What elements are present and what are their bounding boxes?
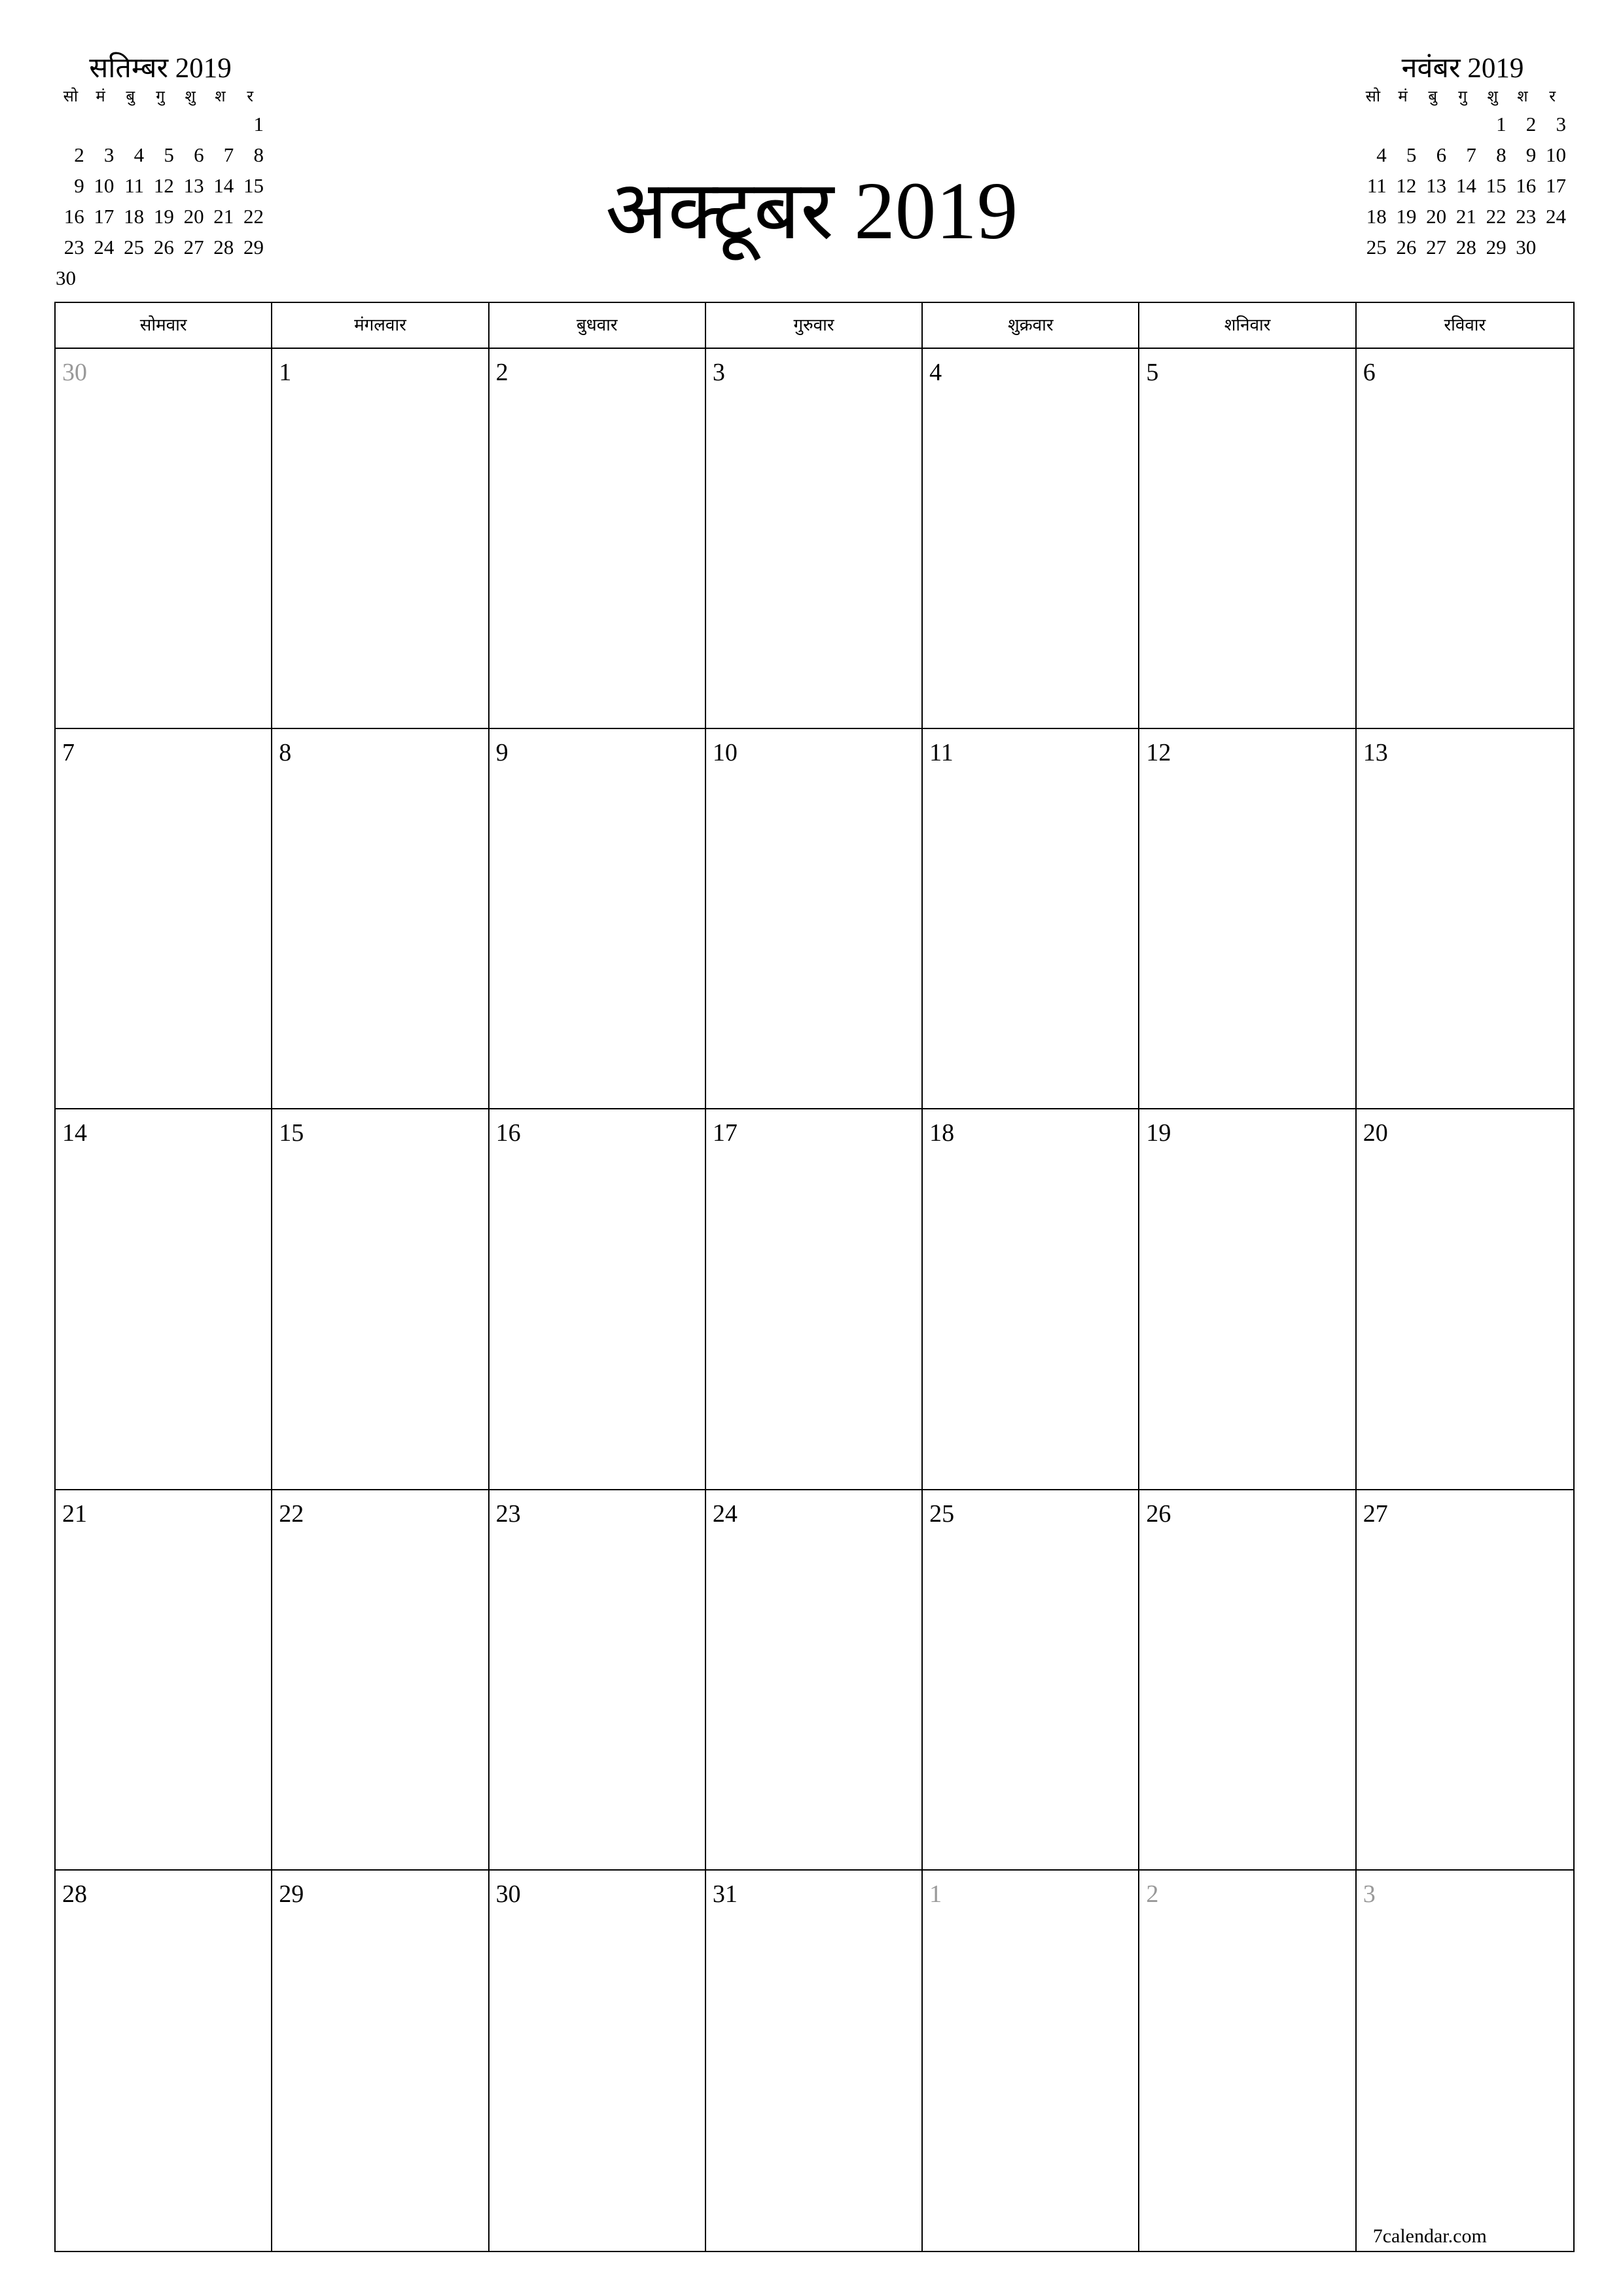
day-number: 22 — [279, 1499, 304, 1528]
day-cell[interactable] — [272, 349, 489, 729]
next-month-day — [1418, 109, 1448, 139]
next-month-day: 7 — [1466, 143, 1476, 166]
next-month-day — [1448, 109, 1478, 139]
day-cell[interactable] — [706, 729, 923, 1109]
next-month-day — [1388, 109, 1418, 139]
next-month-day: 25 — [1366, 236, 1387, 259]
day-number: 11 — [929, 739, 954, 767]
prev-month-day: 7 — [223, 143, 234, 166]
day-cell[interactable] — [56, 729, 272, 1109]
day-cell[interactable] — [1357, 1490, 1573, 1871]
next-month-weekday-header: सो — [1365, 88, 1381, 105]
day-number: 3 — [712, 359, 725, 386]
site-watermark: 7calendar.com — [1372, 2225, 1487, 2247]
day-number: 14 — [62, 1119, 87, 1147]
prev-month-day: 8 — [253, 143, 264, 166]
next-month-day: 21 — [1455, 205, 1476, 228]
day-number-outside-month: 30 — [62, 359, 87, 386]
prev-month-day: 5 — [164, 143, 174, 166]
next-month-weekday-header: श — [1517, 88, 1528, 105]
day-cell[interactable] — [490, 1490, 706, 1871]
day-cell[interactable] — [272, 1109, 489, 1490]
day-number-outside-month: 3 — [1363, 1880, 1376, 1908]
day-cell[interactable] — [1357, 729, 1573, 1109]
day-cell[interactable] — [923, 729, 1139, 1109]
prev-month-weekday-header: र — [247, 88, 254, 105]
day-cell[interactable] — [923, 1871, 1139, 2251]
day-number: 6 — [1363, 359, 1376, 386]
prev-month-day — [175, 262, 205, 293]
next-month-day: 29 — [1486, 236, 1507, 259]
next-month-day: 6 — [1436, 143, 1447, 166]
prev-month-day — [145, 109, 175, 139]
day-cell[interactable] — [56, 349, 272, 729]
day-cell[interactable] — [706, 1109, 923, 1490]
day-cell[interactable] — [490, 1109, 706, 1490]
weekday-header: शनिवार — [1139, 303, 1356, 349]
next-month-day: 14 — [1455, 174, 1476, 197]
prev-month-weekday-header: सो — [63, 88, 79, 105]
prev-month-day: 14 — [213, 174, 234, 197]
next-month-day: 1 — [1496, 113, 1507, 135]
prev-month-day: 21 — [213, 205, 234, 228]
prev-month-day: 13 — [183, 174, 204, 197]
day-number: 1 — [279, 359, 292, 386]
day-number: 30 — [495, 1880, 521, 1908]
day-cell[interactable] — [706, 1871, 923, 2251]
prev-month-day — [145, 262, 175, 293]
month-grid — [54, 302, 1575, 2252]
day-number: 2 — [495, 359, 508, 386]
prev-month-day: 11 — [124, 174, 145, 197]
day-cell[interactable] — [923, 1109, 1139, 1490]
next-month-day: 27 — [1426, 236, 1447, 259]
weekday-header: रविवार — [1357, 303, 1573, 349]
day-number: 19 — [1146, 1119, 1171, 1147]
day-number: 23 — [495, 1499, 521, 1528]
prev-month-weekday-header: मं — [96, 88, 105, 105]
day-number: 8 — [279, 739, 292, 767]
prev-month-day: 18 — [124, 205, 145, 228]
day-cell[interactable] — [490, 1871, 706, 2251]
day-cell[interactable] — [706, 1490, 923, 1871]
prev-month-weekday-header: श — [215, 88, 226, 105]
next-month-weekday-header: बु — [1428, 88, 1438, 105]
day-cell[interactable] — [1139, 1490, 1356, 1871]
day-number: 25 — [929, 1499, 955, 1528]
day-cell[interactable] — [1357, 349, 1573, 729]
weekday-header: शुक्रवार — [923, 303, 1139, 349]
next-month-day: 11 — [1366, 174, 1387, 197]
next-month-day: 16 — [1516, 174, 1537, 197]
prev-month-day: 1 — [253, 113, 264, 135]
next-month-day: 23 — [1516, 205, 1537, 228]
next-month-day: 20 — [1426, 205, 1447, 228]
next-month-day: 22 — [1486, 205, 1507, 228]
prev-month-day: 16 — [63, 205, 84, 228]
weekday-header: गुरुवार — [706, 303, 923, 349]
next-month-day: 19 — [1396, 205, 1417, 228]
prev-month-day: 24 — [94, 236, 115, 259]
prev-month-weekday-header: गु — [156, 88, 165, 105]
prev-month-day: 3 — [103, 143, 115, 166]
day-number: 12 — [1146, 739, 1171, 767]
next-month-day: 28 — [1455, 236, 1476, 259]
day-number: 16 — [495, 1119, 521, 1147]
prev-month-day: 19 — [153, 205, 174, 228]
day-cell[interactable] — [1357, 1871, 1573, 2251]
day-number: 15 — [279, 1119, 304, 1147]
prev-month-day: 25 — [124, 236, 145, 259]
next-month-weekday-header: शु — [1487, 88, 1498, 105]
next-month-grid — [1358, 85, 1567, 262]
prev-month-day: 26 — [153, 236, 174, 259]
day-number: 27 — [1363, 1499, 1388, 1528]
day-cell[interactable] — [1139, 349, 1356, 729]
day-number: 4 — [929, 359, 942, 386]
prev-month-day: 28 — [213, 236, 234, 259]
day-number: 13 — [1363, 739, 1388, 767]
next-month-day: 10 — [1546, 143, 1566, 166]
prev-month-day — [115, 262, 145, 293]
next-month-day: 8 — [1496, 143, 1507, 166]
day-cell[interactable] — [490, 349, 706, 729]
prev-month-day — [175, 109, 205, 139]
prev-month-day: 17 — [94, 205, 115, 228]
prev-month-day: 15 — [243, 174, 264, 197]
prev-month-day — [56, 109, 86, 139]
day-cell[interactable] — [272, 1871, 489, 2251]
prev-month-day — [205, 109, 236, 139]
day-cell[interactable] — [706, 349, 923, 729]
next-month-day: 24 — [1546, 205, 1566, 228]
prev-month-day — [115, 109, 145, 139]
next-month-day: 15 — [1486, 174, 1507, 197]
prev-month-day: 10 — [94, 174, 115, 197]
next-month-day: 4 — [1376, 143, 1387, 166]
day-cell[interactable] — [1139, 1871, 1356, 2251]
prev-month-day: 20 — [183, 205, 204, 228]
day-number: 17 — [712, 1119, 738, 1147]
page-title: अक्टूबर 2019 — [605, 166, 1018, 257]
day-cell[interactable] — [1139, 1109, 1356, 1490]
day-number: 26 — [1146, 1499, 1171, 1528]
prev-month-day: 2 — [74, 143, 84, 166]
prev-month-day: 9 — [74, 174, 84, 197]
prev-month-weekday-header: शु — [185, 88, 196, 105]
prev-month-day — [235, 262, 265, 293]
day-number: 24 — [712, 1499, 738, 1528]
day-number: 21 — [62, 1499, 87, 1528]
prev-month-day: 4 — [134, 143, 145, 166]
day-cell[interactable] — [56, 1490, 272, 1871]
prev-month-day: 27 — [183, 236, 204, 259]
day-cell[interactable] — [1357, 1109, 1573, 1490]
day-number: 7 — [62, 739, 75, 767]
prev-month-day: 6 — [194, 143, 204, 166]
next-month-day: 3 — [1556, 113, 1566, 135]
next-month-day: 30 — [1516, 236, 1537, 259]
next-month-day — [1358, 109, 1388, 139]
day-number: 28 — [62, 1880, 87, 1908]
day-cell[interactable] — [490, 729, 706, 1109]
prev-month-title: सतिम्बर 2019 — [89, 53, 232, 84]
day-cell[interactable] — [56, 1109, 272, 1490]
prev-month-day: 23 — [63, 236, 84, 259]
next-month-day: 5 — [1406, 143, 1417, 166]
day-cell[interactable] — [272, 1490, 489, 1871]
weekday-header: सोमवार — [56, 303, 272, 349]
prev-month-day: 22 — [243, 205, 264, 228]
next-month-weekday-header: गु — [1458, 88, 1467, 105]
next-month-mini-calendar — [1358, 52, 1567, 262]
day-number-outside-month: 2 — [1146, 1880, 1159, 1908]
next-month-day: 12 — [1396, 174, 1417, 197]
day-number: 9 — [495, 739, 508, 767]
prev-month-day — [86, 109, 116, 139]
day-cell[interactable] — [1139, 729, 1356, 1109]
prev-month-day — [205, 262, 236, 293]
prev-month-day: 29 — [243, 236, 264, 259]
weekday-header: बुधवार — [490, 303, 706, 349]
prev-month-weekday-header: बु — [126, 88, 135, 105]
next-month-day: 9 — [1525, 143, 1537, 166]
next-month-day: 17 — [1546, 174, 1566, 197]
next-month-title: नवंबर 2019 — [1401, 53, 1524, 84]
day-number: 5 — [1146, 359, 1159, 386]
prev-month-day: 30 — [56, 266, 76, 289]
next-month-day: 18 — [1366, 205, 1387, 228]
prev-month-day — [86, 262, 116, 293]
next-month-weekday-header: र — [1549, 88, 1556, 105]
day-number: 10 — [712, 739, 738, 767]
next-month-day: 13 — [1426, 174, 1447, 197]
day-number: 31 — [712, 1880, 738, 1908]
day-cell[interactable] — [56, 1871, 272, 2251]
weekday-header: मंगलवार — [272, 303, 489, 349]
day-cell[interactable] — [923, 1490, 1139, 1871]
next-month-day: 26 — [1396, 236, 1417, 259]
day-number-outside-month: 1 — [929, 1880, 942, 1908]
next-month-weekday-header: मं — [1398, 88, 1408, 105]
day-number: 20 — [1363, 1119, 1388, 1147]
next-month-day — [1537, 232, 1567, 262]
day-cell[interactable] — [272, 729, 489, 1109]
prev-month-day: 12 — [153, 174, 174, 197]
day-number: 29 — [279, 1880, 304, 1908]
day-cell[interactable] — [923, 349, 1139, 729]
day-number: 18 — [929, 1119, 955, 1147]
next-month-day: 2 — [1525, 113, 1537, 135]
